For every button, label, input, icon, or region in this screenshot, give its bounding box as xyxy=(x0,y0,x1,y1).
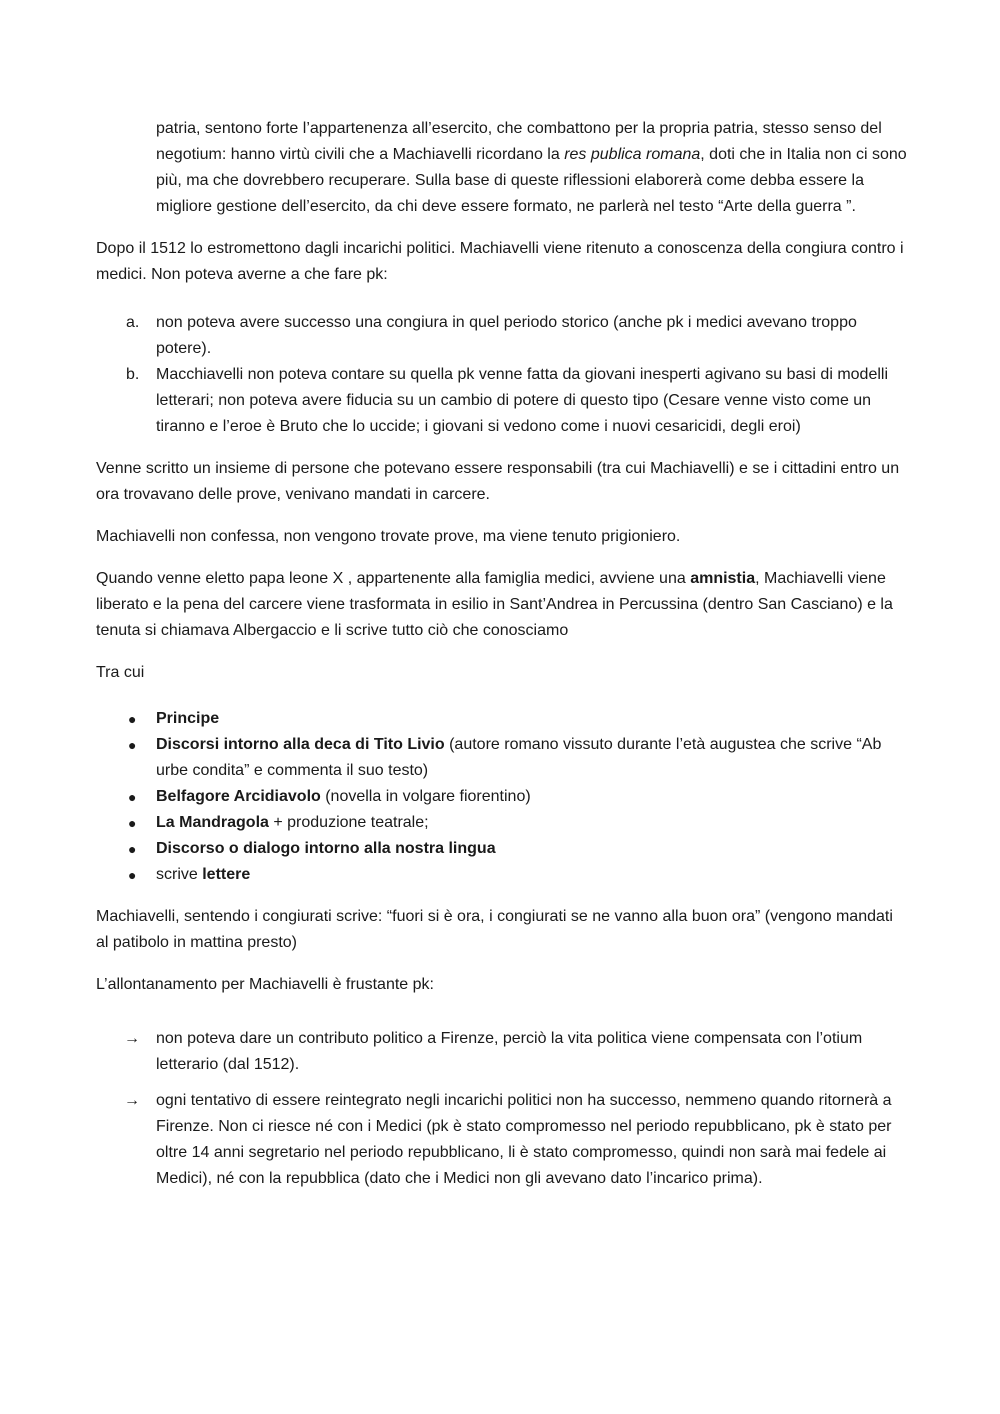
arrow-item-text: ogni tentativo di essere reintegrato negli incarichi politici non ha successo, nemmeno quando ritornerà a Firenze. Non ci riesce né con i Medici (pk è stato compromesso nel periodo repubblicano, pk è stato per oltre 14 anni segretario nel periodo repubblicano, li è stato compromesso, quindi non sarà mai fedele ai Medici), né con la repubblica (dato che i Medici non gli avevano dato l’incarico prima). xyxy=(156,1092,892,1187)
paragraph-allontanamento: L’allontanamento per Machiavelli è frustante pk: xyxy=(96,976,434,993)
arrow-right-icon: → xyxy=(124,1092,140,1109)
works-item: ● La Mandragola + produzione teatrale; xyxy=(96,810,908,836)
paragraph-venne: Venne scritto un insieme di persone che potevano essere responsabili (tra cui Machiavelli) e se i cittadini entro un ora trovavano delle prove, venivano mandati in carcere. xyxy=(96,460,900,503)
leone-text-1: Quando venne eletto papa leone X , appartenente alla famiglia medici, avviene una xyxy=(96,570,691,587)
leone-text-2: , Machiavelli viene liberato e la pena del carcere viene trasformata in esilio in Sant’Andrea in Percussina (dentro San Casciano) e la tenuta si chiamava Albergaccio e li scrive tutto ciò che conosciamo xyxy=(96,570,893,639)
bullet-marker: ● xyxy=(128,711,137,727)
bullet-marker: ● xyxy=(128,841,137,857)
works-item: ● scrive lettere xyxy=(96,862,908,888)
alpha-item-b xyxy=(96,362,908,440)
intro-text-2: , doti che in Italia non ci sono più, ma che dovrebbero recuperare. Sulla base di queste riflessioni elaborerà come debba essere la migliore gestione dell’esercito, da chi deve essere formato, ne parlerà nel testo “Arte della guerra ”. xyxy=(156,146,907,215)
works-item xyxy=(96,706,908,732)
alpha-item-text: Macchiavelli non poteva contare su quella pk venne fatta da giovani inesperti agivano su basi di modelli letterari; non poteva avere fiducia su un cambio di potere di questo tipo (Cesare venne visto come un tiranno e l’eroe è Bruto che lo uccide; i giovani si vedono come i nuovi cesaricidi, degli eroi) xyxy=(156,366,889,435)
arrow-item xyxy=(96,1088,908,1192)
arrow-right-icon: → xyxy=(124,1030,140,1047)
work-title: La Mandragola xyxy=(156,814,269,831)
alpha-marker: a. xyxy=(126,314,140,331)
alpha-marker: b. xyxy=(126,366,140,383)
alpha-list xyxy=(96,310,908,440)
arrow-item-text: non poteva dare un contributo politico a Firenze, perciò la vita politica viene compensata con l’otium letterario (dal 1512). xyxy=(156,1030,863,1073)
works-item: ● Belfagore Arcidiavolo (novella in volgare fiorentino) xyxy=(96,784,908,810)
bullet-marker: ● xyxy=(128,789,137,805)
work-title: lettere xyxy=(202,866,251,883)
arrow-item xyxy=(96,1026,908,1078)
arrow-list xyxy=(96,1026,908,1192)
intro-italic: res publica romana xyxy=(564,146,701,163)
work-title: Discorso o dialogo intorno alla nostra lingua xyxy=(156,840,496,857)
paragraph-dopo: Dopo il 1512 lo estromettono dagli incarichi politici. Machiavelli viene ritenuto a conoscenza della congiura contro i medici. Non poteva averne a che fare pk: xyxy=(96,240,904,283)
bullet-marker: ● xyxy=(128,867,137,883)
work-title: Principe xyxy=(156,710,220,727)
work-title: Belfagore Arcidiavolo xyxy=(156,788,321,805)
paragraph-congiurati: Machiavelli, sentendo i congiurati scrive: “fuori si è ora, i congiurati se ne vanno alla buon ora” (vengono mandati al patibolo in mattina presto) xyxy=(96,908,893,951)
alpha-item-text: non poteva avere successo una congiura in quel periodo storico (anche pk i medici avevano troppo potere). xyxy=(156,314,857,357)
leone-bold: amnistia xyxy=(690,570,756,587)
document-page xyxy=(96,116,908,1202)
works-item: ● Discorsi intorno alla deca di Tito Livio (autore romano vissuto durante l’età augustea che scrive “Ab urbe condita” e commenta il suo testo) xyxy=(96,732,908,784)
alpha-item-a xyxy=(96,310,908,362)
paragraph-confessa: Machiavelli non confessa, non vengono trovate prove, ma viene tenuto prigioniero. xyxy=(96,528,681,545)
paragraph-tracui: Tra cui xyxy=(96,664,145,681)
intro-paragraph xyxy=(156,116,908,220)
bullet-marker: ● xyxy=(128,737,137,753)
paragraph-leone xyxy=(96,566,908,644)
intro-text-1: patria, sentono forte l’appartenenza all’esercito, che combattono per la propria patria, stesso senso del negotium: hanno virtù civili che a Machiavelli ricordano la xyxy=(156,120,882,163)
work-title: Discorsi intorno alla deca di Tito Livio xyxy=(156,736,445,753)
bullet-marker: ● xyxy=(128,815,137,831)
works-list xyxy=(96,706,908,888)
works-item xyxy=(96,836,908,862)
